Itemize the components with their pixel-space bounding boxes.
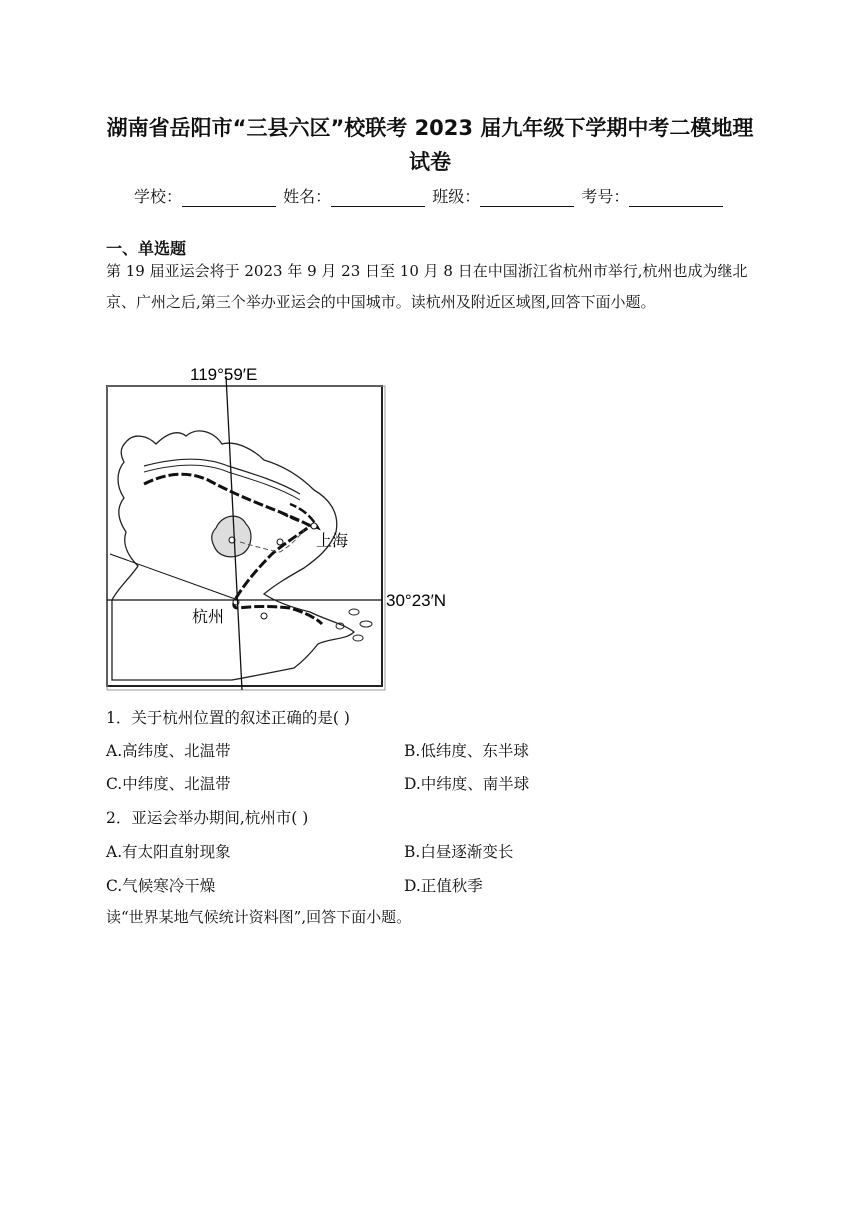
- longitude-label: 119°59′E: [190, 365, 258, 384]
- question-2-option-c[interactable]: C.气候寒冷干燥: [106, 877, 216, 895]
- school-blank: [182, 188, 276, 207]
- city-dot: [261, 613, 267, 619]
- class-blank: [480, 188, 574, 207]
- island: [360, 621, 372, 627]
- city-dot: [311, 523, 317, 529]
- island: [349, 609, 359, 615]
- name-blank: [331, 188, 425, 207]
- number-blank: [629, 188, 723, 207]
- name-label: 姓名：: [283, 187, 332, 206]
- question-1-option-c[interactable]: C.中纬度、北温带: [106, 775, 231, 793]
- intro-paragraph: 第 19 届亚运会将于 2023 年 9 月 23 日至 10 月 8 日在中国浙江省杭州市举行,杭州也成为继北京、广州之后,第三个举办亚运会的中国城市。读杭州及附近区域图,回答下面小题。: [106, 262, 748, 311]
- shanghai-label: 上海: [316, 531, 349, 550]
- student-info-row: [134, 184, 725, 207]
- section-heading: 一、单选题: [106, 239, 187, 258]
- lake: [212, 516, 251, 557]
- question-2-stem: 2．亚运会举办期间,杭州市( ): [106, 809, 309, 827]
- closing-instruction: 读“世界某地气候统计资料图”,回答下面小题。: [106, 908, 412, 926]
- question-1-option-b[interactable]: B.低纬度、东半球: [404, 742, 529, 760]
- school-label: 学校：: [134, 187, 183, 206]
- island: [353, 635, 363, 641]
- hangzhou-label: 杭州: [192, 607, 225, 626]
- class-label: 班级：: [432, 187, 481, 206]
- question-1-option-d[interactable]: D.中纬度、南半球: [404, 775, 530, 793]
- number-label: 考号：: [581, 187, 630, 206]
- question-2-option-a[interactable]: A.有太阳直射现象: [106, 843, 231, 861]
- document-title-line1: 湖南省岳阳市“三县六区”校联考 2023 届九年级下学期中考二模地理: [106, 116, 754, 140]
- question-1-stem: 1．关于杭州位置的叙述正确的是( ): [106, 709, 350, 727]
- document-title-line2: 试卷: [409, 150, 451, 174]
- question-2-option-d[interactable]: D.正值秋季: [404, 877, 483, 895]
- question-2-option-b[interactable]: B.白昼逐渐变长: [404, 843, 514, 861]
- city-dot: [277, 539, 283, 545]
- hangzhou-region-map: [104, 362, 464, 692]
- question-1-option-a[interactable]: A.高纬度、北温带: [106, 742, 231, 760]
- latitude-label: 30°23′N: [386, 591, 447, 610]
